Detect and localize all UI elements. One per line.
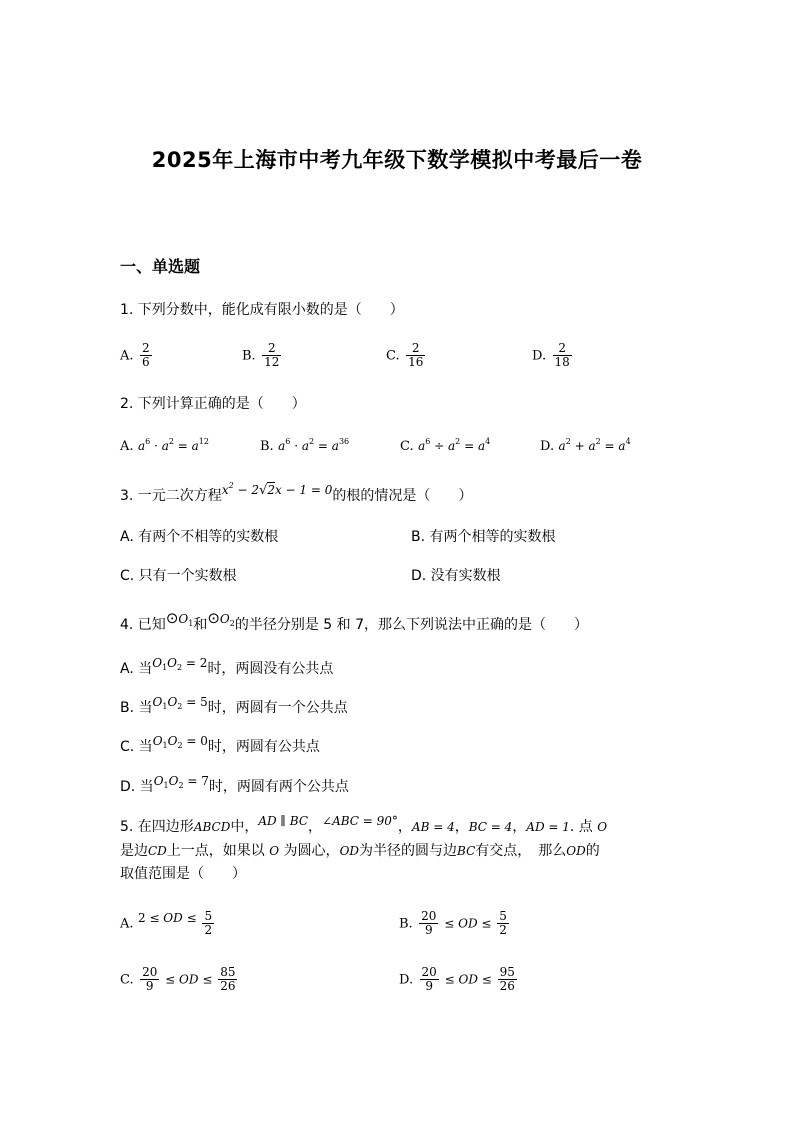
fraction: $\frac{20}{9}$ <box>421 965 437 993</box>
fraction: $\frac{85}{26}$ <box>220 965 236 993</box>
q1-option-b[interactable]: B. $\frac{2}{12}$ <box>242 341 280 369</box>
section-heading: 一、单选题 <box>120 257 201 276</box>
fraction: $\frac{5}{2}$ <box>204 909 213 937</box>
q5-option-b[interactable]: B. $\frac{20}{9}$ ≤ OD ≤ $\frac{5}{2}$ <box>399 909 507 937</box>
q3-option-b[interactable]: B. 有两个相等的实数根 <box>411 529 556 545</box>
q4-option-d[interactable]: D. 当$O_1O_2 = 7$时，两圆有两个公共点 <box>120 774 349 795</box>
fraction: $\frac{5}{2}$ <box>499 909 507 937</box>
q4-option-b[interactable]: B. 当$O_1O_2 = 5$时，两圆有一个公共点 <box>120 695 348 716</box>
fraction: $\frac{2}{12}$ <box>264 341 280 369</box>
question-3-stem: 3. 一元二次方程$x^2 - 2√2x - 1 = 0$的根的情况是（ ） <box>120 481 473 504</box>
circle-symbol-icon: ⊙ <box>207 609 220 627</box>
question-4-stem: 4. 已知$⊙O_1$和$⊙O_2$的半径分别是 5 和 7，那么下列说法中正确的是（ ） <box>120 609 589 633</box>
q2-option-b[interactable]: B. $a^6 \cdot a^2 = a^{36}$ <box>260 437 350 454</box>
q2-option-d[interactable]: D. $a^2 + a^2 = a^4$ <box>540 437 631 454</box>
fraction: $\frac{2}{6}$ <box>141 341 150 369</box>
equation: $x^2 - 2√2x - 1 = 0$ <box>221 481 333 498</box>
fraction: $\frac{95}{26}$ <box>499 965 515 993</box>
q3-option-c[interactable]: C. 只有一个实数根 <box>120 568 237 584</box>
question-5-line-2: 是边CD上一点，如果以 O 为圆心，OD为半径的圆与边BC有交点， 那么OD的 <box>120 843 600 859</box>
q3-option-d[interactable]: D. 没有实数根 <box>411 568 501 584</box>
sqrt-icon: √ <box>259 483 268 498</box>
q5-option-d[interactable]: D. $\frac{20}{9}$ ≤ OD ≤ $\frac{95}{26}$ <box>399 965 515 993</box>
page-title: 2025年上海市中考九年级下数学模拟中考最后一卷 <box>151 148 643 172</box>
q2-option-a[interactable]: A. $a^6 \cdot a^2 = a^{12}$ <box>120 437 209 454</box>
circle-symbol-icon: ⊙ <box>165 609 179 627</box>
question-5-line-1: 5. 在四边形ABCD中，AD ∥ BC，∠ABC = 90°，AB = 4，BC = 4，AD = 1. 点 O <box>120 814 608 835</box>
q5-option-a[interactable]: A. 2 ≤ OD ≤ $\frac{5}{2}$ <box>120 909 213 937</box>
q1-option-c[interactable]: C. $\frac{2}{16}$ <box>386 341 424 369</box>
fraction: $\frac{20}{9}$ <box>142 965 158 993</box>
q2-option-c[interactable]: C. $a^6 \div a^2 = a^4$ <box>400 437 491 454</box>
q1-option-a[interactable]: A. $\frac{2}{6}$ <box>120 341 150 369</box>
q4-option-a[interactable]: A. 当$O_1O_2 = 2$时，两圆没有公共点 <box>120 656 334 677</box>
question-5-line-3: 取值范围是（ ） <box>120 866 246 882</box>
q3-option-a[interactable]: A. 有两个不相等的实数根 <box>120 529 279 545</box>
question-1-stem: 1. 下列分数中，能化成有限小数的是（ ） <box>120 302 404 318</box>
fraction: $\frac{20}{9}$ <box>421 909 437 937</box>
q1-option-d[interactable]: D. $\frac{2}{18}$ <box>532 341 570 369</box>
q5-option-c[interactable]: C. $\frac{20}{9}$ ≤ OD ≤ $\frac{85}{26}$ <box>120 965 236 993</box>
q4-option-c[interactable]: C. 当$O_1O_2 = 0$时，两圆有公共点 <box>120 734 320 755</box>
fraction: $\frac{2}{18}$ <box>554 341 570 369</box>
fraction: $\frac{2}{16}$ <box>408 341 424 369</box>
question-2-stem: 2. 下列计算正确的是（ ） <box>120 396 306 412</box>
